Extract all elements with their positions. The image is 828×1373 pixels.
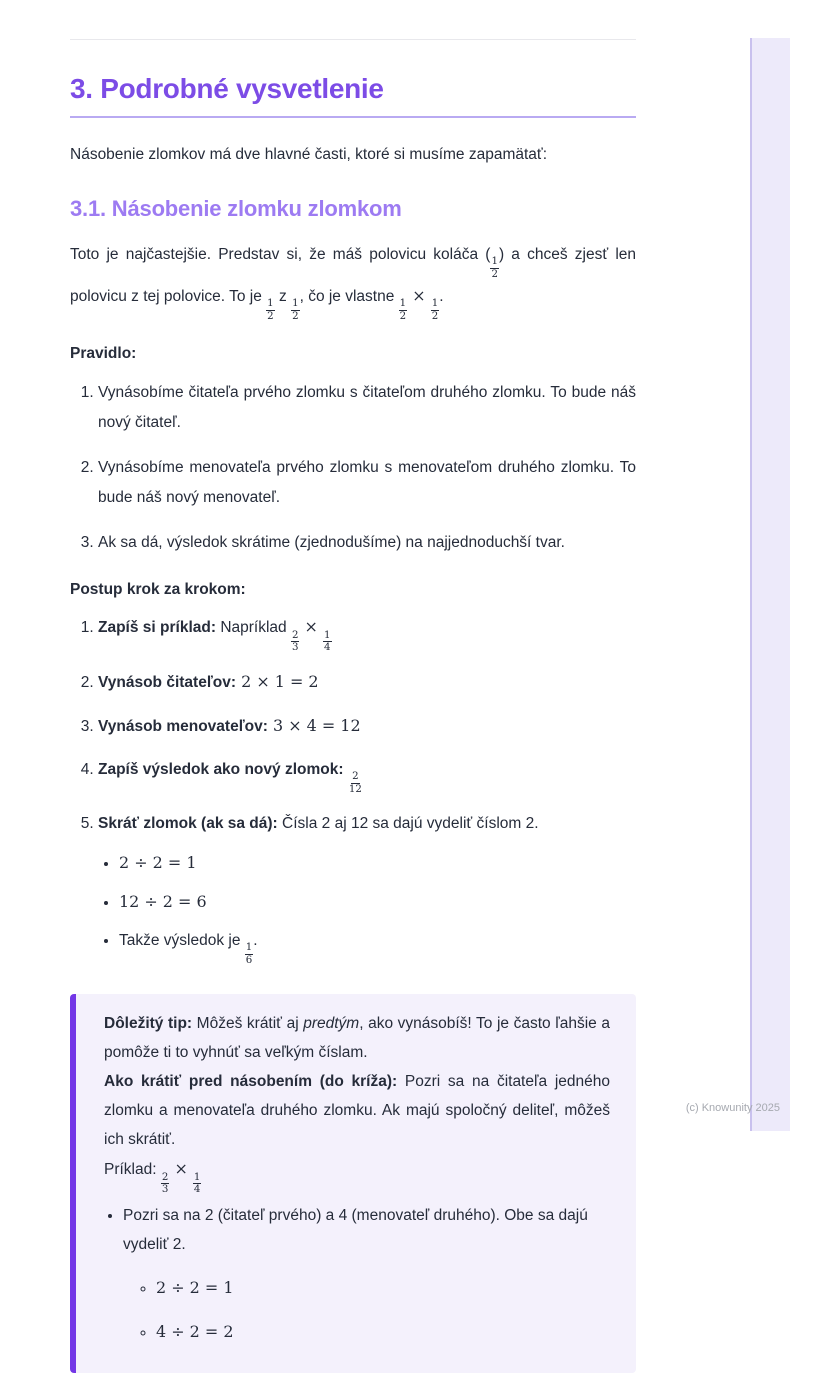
list-item: 2. Vynásobíme menovateľa prvého zlomku s menovateľom druhého zlomku. To bude náš nový menovateľ.	[98, 453, 636, 513]
section-heading: 3. Podrobné vysvetlenie	[70, 73, 384, 104]
rules-list	[70, 378, 636, 558]
tip-bullet-list	[104, 1201, 610, 1347]
fraction: $\frac{1}{2}$	[399, 297, 407, 322]
fraction: $\frac{1}{4}$	[324, 629, 331, 654]
fraction: $\frac{1}{2}$	[267, 297, 274, 322]
list-item	[98, 809, 636, 967]
list-item: 3. Ak sa dá, výsledok skrátime (zjednodušíme) na najjednoduchší tvar.	[98, 528, 636, 558]
fraction: $\frac{1}{2}$	[292, 297, 299, 322]
subsection-heading: 3.1. Násobenie zlomku zlomkom	[70, 196, 402, 222]
heading-underline	[70, 116, 636, 118]
list-item: 4. Zapíš výsledok ako nový zlomok: $\frac{2}{12}$	[98, 755, 636, 796]
fraction: $\frac{1}{6}$	[245, 941, 253, 966]
tip-paragraph: Dôležitý tip: Môžeš krátiť aj predtým, ako vynásobíš! To je často ľahšie a pomôže ti to vyhnúť sa veľkým číslam.	[104, 1015, 610, 1062]
list-item: 1. Vynásobíme čitateľa prvého zlomku s čitateľom druhého zlomku. To bude náš nový čitateľ.	[98, 378, 636, 438]
tip-paragraph: Príklad: $\frac{2}{3}$ × $\frac{1}{4}$	[104, 1159, 201, 1196]
list-item: ◦ 4 ÷ 2 = 2	[156, 1318, 610, 1347]
fraction: $\frac{2}{12}$	[348, 771, 362, 795]
list-item: • 2 ÷ 2 = 1	[119, 849, 636, 878]
list-item: 3. Vynásob menovateľov: 3 × 4 = 12	[98, 711, 636, 742]
step-sub-list	[98, 849, 636, 967]
list-item: 1. Zapíš si príklad: Napríklad $\frac{2}{3}$ × $\frac{1}{4}$	[98, 612, 636, 654]
fraction: $\frac{1}{2}$	[491, 256, 498, 281]
intro-paragraph: Násobenie zlomkov má dve hlavné časti, ktoré si musíme zapamätať:	[70, 146, 548, 164]
fraction: $\frac{1}{4}$	[193, 1171, 201, 1196]
list-item: • 12 ÷ 2 = 6	[119, 888, 636, 917]
list-item: • Takže výsledok je $\frac{1}{6}$ .	[119, 927, 636, 967]
tip-callout-box	[70, 994, 636, 1373]
tip-paragraph: Ako krátiť pred násobením (do kríža): Pozri sa na čitateľa jedného zlomku a menovateľa druhého zlomku. Ak majú spoločný deliteľ, môžeš ich skrátiť.	[104, 1073, 611, 1149]
copyright-watermark: (c) Knowunity 2025	[685, 1102, 780, 1114]
tip-sub-list	[123, 1274, 610, 1347]
top-divider	[70, 39, 636, 40]
fraction: $\frac{2}{3}$	[291, 629, 299, 654]
steps-label: Postup krok za krokom:	[70, 581, 246, 599]
fraction: $\frac{1}{2}$	[431, 297, 439, 322]
step-text: Skráť zlomok (ak sa dá): Čísla 2 aj 12 sa dajú vydeliť číslom 2.	[98, 814, 539, 832]
steps-list	[70, 612, 636, 966]
bullet-text: Pozri sa na 2 (čitateľ prvého) a 4 (menovateľ druhého). Obe sa dajú vydeliť 2.	[123, 1207, 588, 1254]
fraction: $\frac{2}{3}$	[161, 1171, 169, 1196]
right-page-strip	[750, 38, 790, 1131]
list-item	[123, 1201, 610, 1347]
list-item: ◦ 2 ÷ 2 = 1	[156, 1274, 610, 1303]
rule-label: Pravidlo:	[70, 345, 137, 363]
list-item: 2. Vynásob čitateľov: 2 × 1 = 2	[98, 667, 636, 698]
document-content	[70, 0, 636, 1373]
lead-paragraph: Toto je najčastejšie. Predstav si, že máš polovicu koláča ( $\frac{1}{2}$ ) a chceš zjesť len polovicu z tej polovice. To je $\frac{1}{2}$ z $\frac{1}{2}$ , čo je vlastne $\frac{1}{2}$ × $\frac{1}{2}$ .	[70, 246, 637, 322]
